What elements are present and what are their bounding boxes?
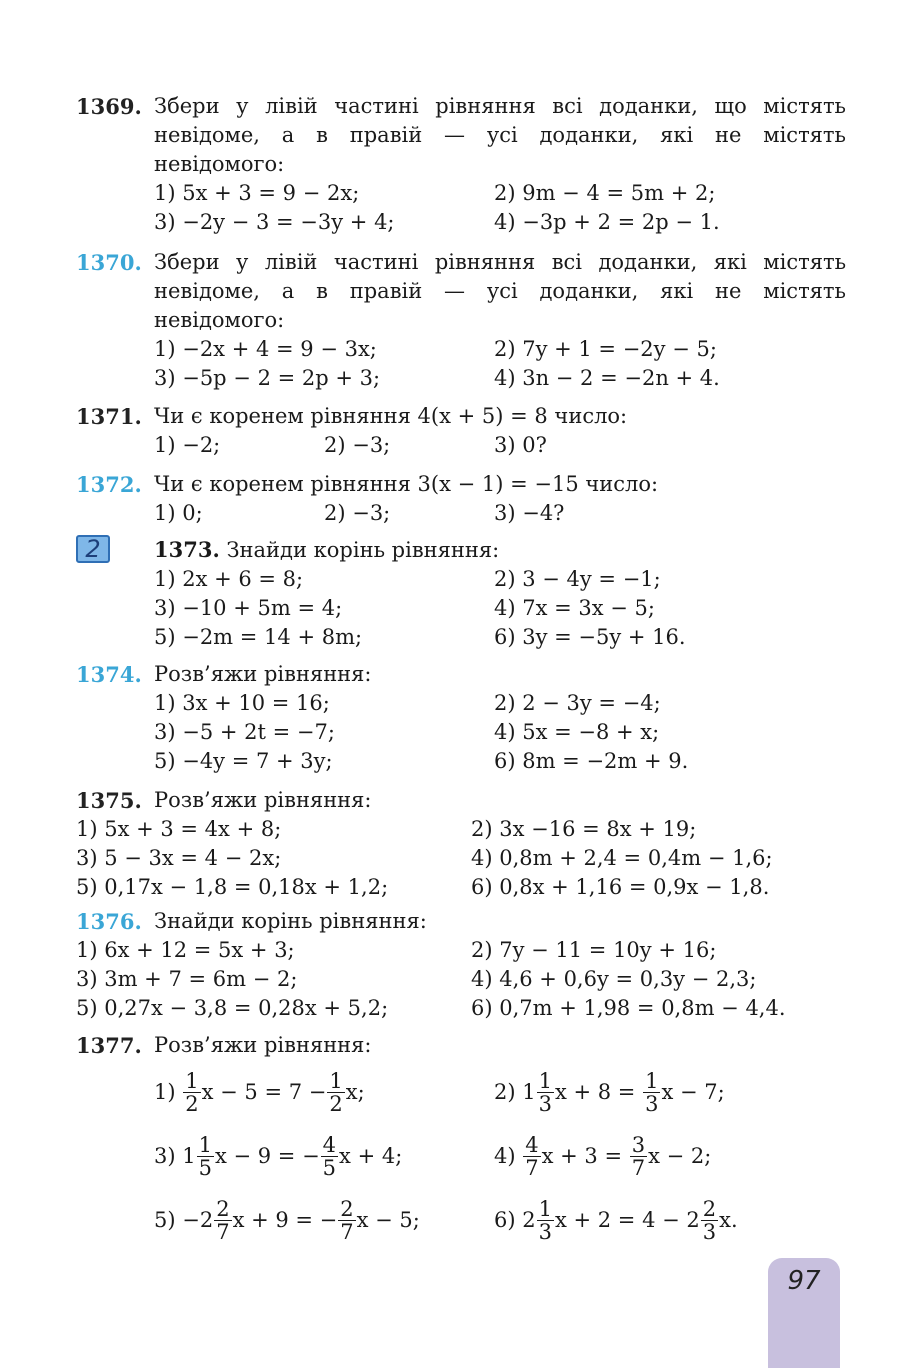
equation-item: 1) −2x + 4 = 9 − 3x; xyxy=(154,337,377,361)
equation-item: 1) 5x + 3 = 4x + 8; xyxy=(76,817,282,841)
problem-1376 xyxy=(76,907,846,1023)
problem-1373 xyxy=(76,535,846,652)
eq-prefix: 3) 1 xyxy=(154,1144,196,1168)
equation-item: 2) 3x −16 = 8x + 19; xyxy=(471,817,697,841)
fraction-equation xyxy=(494,1188,738,1252)
page-number-tab xyxy=(768,1258,840,1368)
denominator: 7 xyxy=(340,1219,354,1244)
fraction-equation xyxy=(154,1188,420,1252)
eq-suffix: x. xyxy=(719,1208,738,1232)
numerator: 4 xyxy=(322,1132,337,1157)
level-2-badge: 2 xyxy=(76,535,110,563)
numerator: 2 xyxy=(216,1196,230,1221)
denominator: 3 xyxy=(702,1219,717,1244)
answer-option: 3) 0? xyxy=(494,433,547,457)
equation-item: 2) 9m − 4 = 5m + 2; xyxy=(494,181,716,205)
numerator: 3 xyxy=(631,1132,646,1157)
equation-item: 6) 3y = −5y + 16. xyxy=(494,625,686,649)
equation-item: 3) 5 − 3x = 4 − 2x; xyxy=(76,846,282,870)
eq-prefix: 1) xyxy=(154,1080,176,1104)
problem-number: 1371. xyxy=(76,404,142,429)
eq-prefix: 6) 2 xyxy=(494,1208,536,1232)
fraction-equation xyxy=(154,1060,365,1124)
numerator: 1 xyxy=(538,1068,552,1093)
denominator: 3 xyxy=(538,1219,552,1244)
problem-text: Чи є коренем рівняння 3(x − 1) = −15 число: xyxy=(154,472,659,496)
equation-item: 3) −2y − 3 = −3y + 4; xyxy=(154,210,395,234)
problem-1372 xyxy=(76,470,846,528)
problem-1375 xyxy=(76,786,846,902)
fraction-equation xyxy=(154,1124,402,1188)
problem-text: Розв’яжи рівняння: xyxy=(154,1033,372,1057)
equation-item: 5) 0,27x − 3,8 = 0,28x + 5,2; xyxy=(76,996,389,1020)
problem-text: Збери у лівій частині рівняння всі доданки, що містять невідоме, а в правій — усі доданки, які не містять невідомого: xyxy=(154,94,846,176)
eq-suffix: x − 5; xyxy=(356,1208,420,1232)
eq-suffix: x + 4; xyxy=(339,1144,403,1168)
eq-middle: x + 9 = − xyxy=(232,1208,338,1232)
answer-option: 3) −4? xyxy=(494,501,565,525)
problem-text: Розв’яжи рівняння: xyxy=(154,788,372,812)
problem-number: 1373. xyxy=(154,537,220,562)
equation-item: 4) −3p + 2 = 2p − 1. xyxy=(494,210,720,234)
numerator: 1 xyxy=(645,1068,659,1093)
eq-middle: x + 8 = xyxy=(554,1080,636,1104)
answer-option: 1) −2; xyxy=(154,433,221,457)
equation-item: 5) −4y = 7 + 3y; xyxy=(154,749,333,773)
eq-suffix: x; xyxy=(345,1080,365,1104)
problem-number: 1376. xyxy=(76,909,142,934)
fraction xyxy=(183,1070,200,1115)
problem-text: Розв’яжи рівняння: xyxy=(154,662,372,686)
denominator: 7 xyxy=(525,1155,539,1180)
numerator: 2 xyxy=(702,1196,717,1221)
equation-item: 2) 7y − 11 = 10y + 16; xyxy=(471,938,717,962)
equation-item: 5) −2m = 14 + 8m; xyxy=(154,625,363,649)
problem-text: Знайди корінь рівняння: xyxy=(226,538,500,562)
equation-item: 4) 4,6 + 0,6y = 0,3y − 2,3; xyxy=(471,967,757,991)
denominator: 7 xyxy=(216,1219,230,1244)
eq-prefix: 2) 1 xyxy=(494,1080,536,1104)
fraction xyxy=(197,1134,214,1179)
denominator: 2 xyxy=(185,1091,199,1116)
fraction xyxy=(214,1198,231,1243)
denominator: 5 xyxy=(198,1155,212,1180)
equation-item: 3) −5 + 2t = −7; xyxy=(154,720,335,744)
equation-item: 3) 3m + 7 = 6m − 2; xyxy=(76,967,298,991)
problem-1369 xyxy=(76,92,846,237)
problem-1377 xyxy=(76,1031,846,1252)
equation-item: 1) 3x + 10 = 16; xyxy=(154,691,330,715)
fraction xyxy=(701,1198,718,1243)
problem-text: Знайди корінь рівняння: xyxy=(154,909,427,933)
answer-option: 2) −3; xyxy=(324,433,391,457)
eq-suffix: x − 7; xyxy=(661,1080,725,1104)
fraction xyxy=(321,1134,338,1179)
numerator: 1 xyxy=(538,1196,552,1221)
numerator: 1 xyxy=(185,1068,199,1093)
equation-item: 6) 0,7m + 1,98 = 0,8m − 4,4. xyxy=(471,996,786,1020)
equation-item: 2) 2 − 3y = −4; xyxy=(494,691,661,715)
problem-number: 1369. xyxy=(76,94,142,119)
fraction xyxy=(630,1134,647,1179)
problem-number: 1374. xyxy=(76,662,142,687)
denominator: 5 xyxy=(322,1155,337,1180)
numerator: 4 xyxy=(525,1132,539,1157)
equation-item: 4) 5x = −8 + x; xyxy=(494,720,660,744)
numerator: 1 xyxy=(329,1068,343,1093)
denominator: 3 xyxy=(538,1091,552,1116)
equation-item: 6) 0,8x + 1,16 = 0,9x − 1,8. xyxy=(471,875,770,899)
equation-item: 3) −5p − 2 = 2p + 3; xyxy=(154,366,381,390)
eq-middle: x + 3 = xyxy=(541,1144,623,1168)
equation-item: 5) 0,17x − 1,8 = 0,18x + 1,2; xyxy=(76,875,389,899)
eq-prefix: 5) −2 xyxy=(154,1208,214,1232)
equation-item: 1) 5x + 3 = 9 − 2x; xyxy=(154,181,360,205)
eq-prefix: 4) xyxy=(494,1144,516,1168)
denominator: 3 xyxy=(645,1091,659,1116)
problem-number: 1370. xyxy=(76,250,142,275)
equation-item: 3) −10 + 5m = 4; xyxy=(154,596,343,620)
problem-number: 1377. xyxy=(76,1033,142,1058)
problem-1370 xyxy=(76,248,846,393)
eq-suffix: x − 2; xyxy=(648,1144,712,1168)
fraction-equation xyxy=(494,1124,711,1188)
fraction xyxy=(537,1198,554,1243)
fraction xyxy=(327,1070,344,1115)
fraction xyxy=(537,1070,554,1115)
fraction-equation xyxy=(494,1060,725,1124)
equation-item: 2) 7y + 1 = −2y − 5; xyxy=(494,337,717,361)
problem-1374 xyxy=(76,660,846,776)
equation-item: 1) 6x + 12 = 5x + 3; xyxy=(76,938,295,962)
equation-item: 1) 2x + 6 = 8; xyxy=(154,567,304,591)
problem-number: 1372. xyxy=(76,472,142,497)
equation-item: 4) 7x = 3x − 5; xyxy=(494,596,655,620)
fraction xyxy=(338,1198,355,1243)
problem-1371 xyxy=(76,402,846,460)
problem-text: Збери у лівій частині рівняння всі доданки, які містять невідоме, а в правій — усі доданки, які не містять невідомого: xyxy=(154,250,846,332)
denominator: 2 xyxy=(329,1091,343,1116)
numerator: 1 xyxy=(198,1132,212,1157)
equation-item: 4) 0,8m + 2,4 = 0,4m − 1,6; xyxy=(471,846,773,870)
problem-number: 1375. xyxy=(76,788,142,813)
eq-middle: x − 5 = 7 − xyxy=(201,1080,327,1104)
answer-option: 2) −3; xyxy=(324,501,391,525)
eq-middle: x − 9 = − xyxy=(214,1144,320,1168)
equation-item: 2) 3 − 4y = −1; xyxy=(494,567,661,591)
page-number: 97 xyxy=(787,1266,821,1296)
equation-item: 4) 3n − 2 = −2n + 4. xyxy=(494,366,720,390)
numerator: 2 xyxy=(340,1196,354,1221)
problem-heading xyxy=(154,535,846,565)
eq-middle: x + 2 = 4 − 2 xyxy=(554,1208,700,1232)
fraction xyxy=(523,1134,540,1179)
denominator: 7 xyxy=(631,1155,646,1180)
equation-item: 6) 8m = −2m + 9. xyxy=(494,749,689,773)
answer-option: 1) 0; xyxy=(154,501,203,525)
fraction xyxy=(643,1070,660,1115)
problem-text: Чи є коренем рівняння 4(x + 5) = 8 число: xyxy=(154,404,628,428)
